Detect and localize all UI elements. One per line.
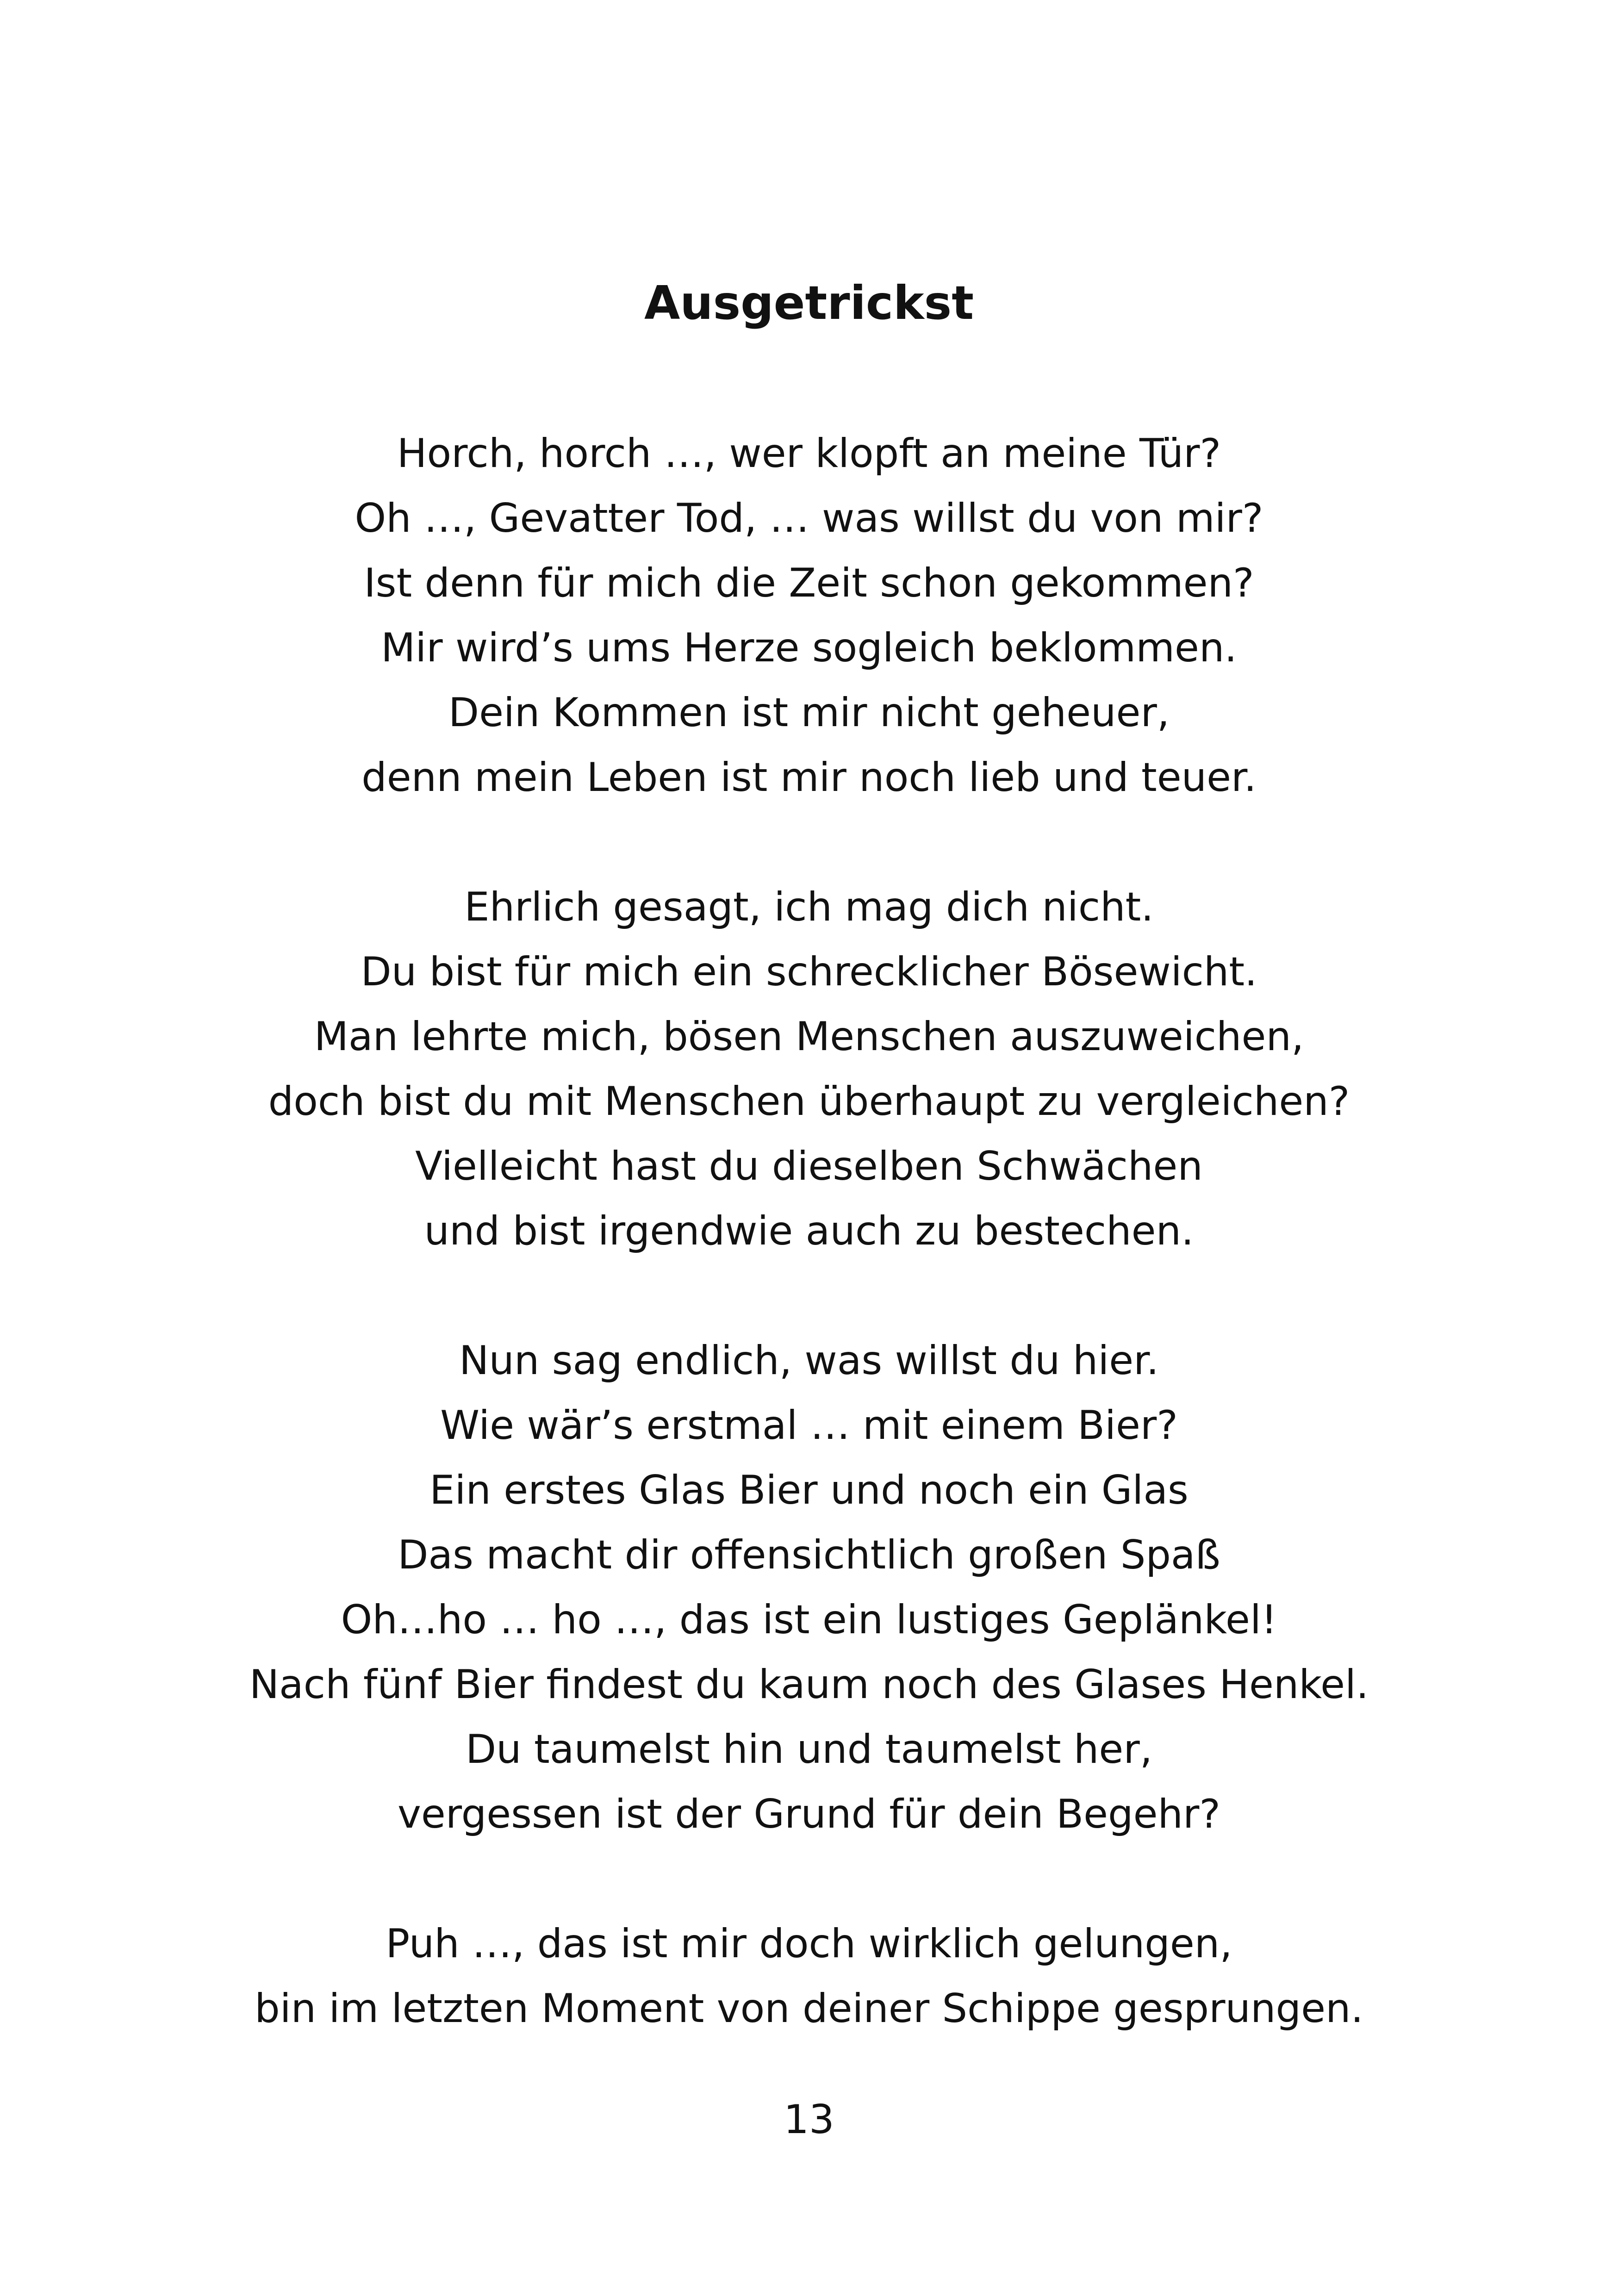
poem-line: Mir wird’s ums Herze sogleich beklommen. [381, 625, 1237, 671]
poem-line: Du bist für mich ein schrecklicher Bösewicht. [361, 949, 1257, 995]
poem-line: denn mein Leben ist mir noch lieb und teuer. [361, 754, 1257, 801]
stanza-4 [0, 1911, 1618, 2041]
poem-line: Ist denn für mich die Zeit schon gekommen? [364, 560, 1254, 606]
poem-line: Ein erstes Glas Bier und noch ein Glas [429, 1467, 1189, 1513]
poem-line: Vielleicht hast du dieselben Schwächen [415, 1143, 1203, 1189]
poem-line: Du taumelst hin und taumelst her, [465, 1726, 1153, 1773]
poem-line: Nach fünf Bier findest du kaum noch des Glases Henkel. [249, 1661, 1369, 1708]
stanza-1 [0, 421, 1618, 810]
poem-line: Das macht dir offensichtlich großen Spaß [398, 1532, 1220, 1578]
poem-line: Nun sag endlich, was willst du hier. [459, 1338, 1159, 1384]
poem-line: Wie wär’s erstmal … mit einem Bier? [440, 1402, 1178, 1449]
poem-title: Ausgetrickst [644, 276, 974, 330]
stanza-2 [0, 875, 1618, 1263]
poem-line: Oh…ho … ho …, das ist ein lustiges Geplänkel! [341, 1597, 1277, 1643]
poem-line: Puh …, das ist mir doch wirklich gelungen, [386, 1921, 1232, 1967]
stanza-3 [0, 1328, 1618, 1847]
page-number: 13 [784, 2097, 834, 2143]
poem-line: Dein Kommen ist mir nicht geheuer, [448, 690, 1170, 736]
poem-line: bin im letzten Moment von deiner Schippe gesprungen. [255, 1985, 1363, 2032]
poem-body [0, 421, 1618, 2106]
poem-line: und bist irgendwie auch zu bestechen. [424, 1208, 1194, 1254]
poem-line: Horch, horch …, wer klopft an meine Tür? [397, 430, 1221, 477]
poem-line: Man lehrte mich, bösen Menschen auszuweichen, [314, 1014, 1304, 1060]
poem-line: vergessen ist der Grund für dein Begehr? [397, 1791, 1221, 1837]
poem-line: Ehrlich gesagt, ich mag dich nicht. [464, 884, 1154, 930]
poem-line: Oh …, Gevatter Tod, … was willst du von mir? [355, 495, 1263, 541]
poem-line: doch bist du mit Menschen überhaupt zu vergleichen? [268, 1078, 1350, 1125]
